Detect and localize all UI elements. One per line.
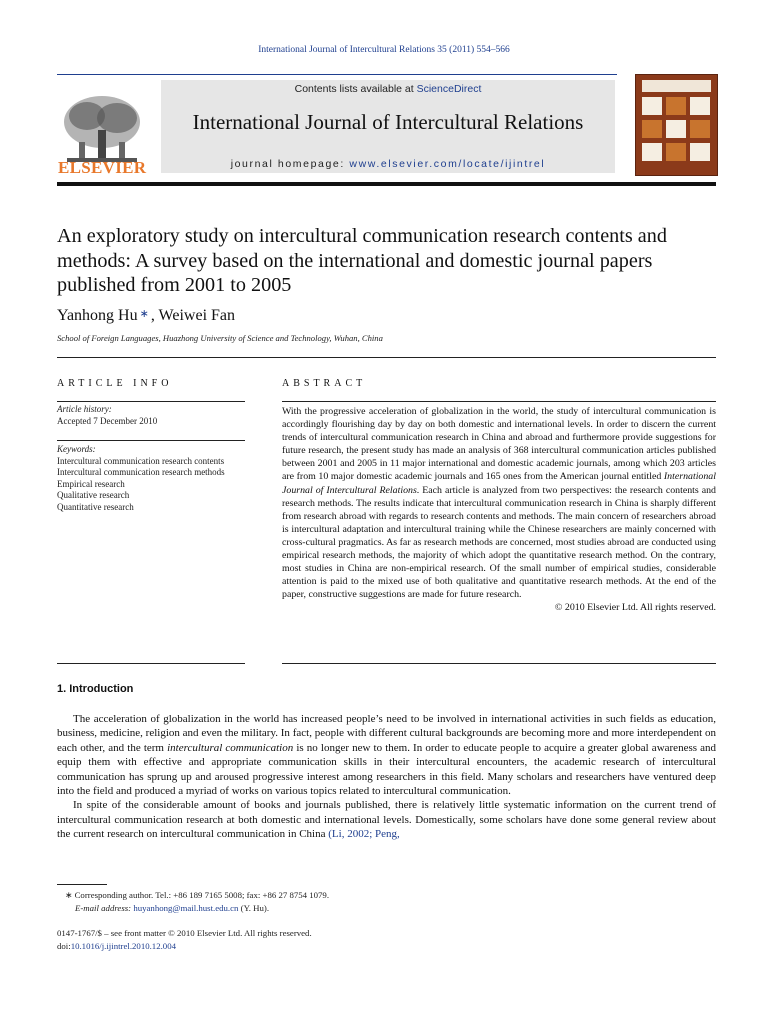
homepage-prefix: journal homepage: — [230, 158, 350, 170]
article-info-heading: ARTICLE INFO — [57, 378, 173, 389]
footnote-rule — [57, 884, 107, 885]
section-heading-introduction: 1. Introduction — [57, 683, 134, 695]
keywords-label: Keywords: — [57, 444, 96, 454]
corresponding-author-mark[interactable]: ∗ — [139, 308, 149, 320]
header-rule — [57, 74, 617, 75]
email-suffix: (Y. Hu). — [238, 902, 270, 913]
homepage-line — [161, 158, 615, 170]
introduction-body — [57, 712, 716, 842]
abstract-copyright: © 2010 Elsevier Ltd. All rights reserved. — [554, 602, 716, 614]
affiliation: School of Foreign Languages, Huazhong University of Science and Technology, Wuhan, China — [57, 333, 383, 343]
article-title: An exploratory study on intercultural communication research contents and methods: A survey based on the international and domestic journal papers published from 2001 to 2005 — [57, 225, 667, 296]
footnote — [57, 889, 329, 914]
body-text: The acceleration of globalization in the world has increased people’s need to be involved in international activities in such fields as education, business, medicine, religion and even the military. In fact, people with different cultural backgrounds are becoming more and more interdependent on each other, and the term — [57, 713, 716, 754]
keyword: Qualitative research — [57, 490, 130, 501]
doi-line — [57, 940, 312, 953]
article-info-rule — [57, 401, 245, 402]
journal-citation[interactable]: International Journal of Intercultural Relations 35 (2011) 554–566 — [258, 45, 510, 55]
citation-link[interactable]: (Li, 2002; Peng, — [328, 828, 400, 841]
abstract-bottom-rule — [282, 663, 716, 664]
email-link[interactable]: huyanhong@mail.hust.edu.cn — [133, 902, 239, 913]
keyword: Quantitative research — [57, 501, 134, 512]
body-paragraph — [57, 798, 716, 841]
publisher-name: ELSEVIER — [58, 158, 147, 177]
abstract-paragraph — [282, 405, 716, 601]
history-label: Article history: — [57, 404, 112, 414]
accepted-date: Accepted 7 December 2010 — [57, 415, 158, 426]
contents-prefix: Contents lists available at — [294, 83, 417, 95]
abstract-rule — [282, 401, 716, 402]
journal-cover-image — [635, 74, 718, 176]
header-thick-rule — [57, 182, 716, 186]
homepage-link[interactable]: www.elsevier.com/locate/ijintrel — [349, 158, 546, 170]
author-line — [57, 307, 235, 325]
abstract-text: With the progressive acceleration of globalization in the world, the study of intercultural communication is accordingly flourishing day by day on both domestic and international levels. In order to discern the current trends of intercultural communication research in China and abroad and furthermore provide suggestions for future research, the present study has made an analysis of 368 intercultural communication articles published between 2001 and 2005 in 11 major international and domestic academic journals, among which 203 articles are from 10 major domestic academic journals and 165 ones from the American journal entitled — [282, 406, 716, 483]
keyword: Intercultural communication research contents — [57, 455, 225, 466]
abstract-text: . Each article is analyzed from two perspectives: the research contents and research methods. The results indicate that intercultural communication research in China is sharply different from research abroad with regards to research contents and methods. The main concern of researchers abroad is intercultural adaptation and intercultural training while the Chinese researchers are mainly concerned with cross-cultural pragmatics. As far as research methods are concerned, most studies abroad are conducted using empirical research methods, the majority of which adopt the quantitative research method. On the contrary, most studies in China are non-empirical research. Of the small number of empirical studies, considerable attention is paid to the mixed use of both qualitative and quantitative research methods. At the end of the paper, constructive suggestions are made for future research. — [282, 484, 716, 601]
keyword: Intercultural communication research methods — [57, 467, 225, 478]
author-name: Yanhong Hu — [57, 307, 138, 324]
contents-line — [161, 83, 615, 95]
abstract-heading: ABSTRACT — [282, 378, 367, 389]
journal-banner — [161, 80, 615, 173]
page-footer — [57, 927, 312, 952]
abstract-journal-name: International Journal of Intercultural Relations — [282, 471, 716, 496]
body-paragraph — [57, 712, 716, 798]
abstract-body — [282, 405, 716, 615]
article-info-bottom-rule — [57, 663, 245, 664]
email-line — [57, 902, 329, 915]
author-name: , Weiwei Fan — [150, 307, 236, 324]
body-text: is no longer new to them. In order to educate people to acquire a greater global awareness and equip them with effective and appropriate communication skills in their intercultural encounters, the academic research of intercultural communication has sprung up and aroused progressive interest among researchers in this field. Many scholars and researchers have ventured deep into the field and produced a myriad of works on various topics related to intercultural communication. — [57, 741, 716, 798]
body-italic-term: intercultural communication — [167, 741, 294, 754]
keywords-block — [57, 444, 237, 514]
journal-title: International Journal of Intercultural Relations — [192, 110, 584, 134]
keywords-rule — [57, 440, 245, 441]
email-label: E-mail address: — [75, 902, 134, 913]
sciencedirect-link[interactable]: ScienceDirect — [416, 83, 482, 95]
section-rule — [57, 357, 716, 358]
body-text: In spite of the considerable amount of books and journals published, there is relatively little systematic information on the current trend of intercultural communication research at both domestic and international levels. Domestically, some scholars have done some general review about the current research on intercultural communication in China — [57, 799, 716, 841]
keyword: Empirical research — [57, 478, 125, 489]
article-history — [57, 404, 245, 427]
doi-label: doi: — [57, 940, 71, 951]
corresponding-author-note: ∗ Corresponding author. Tel.: +86 189 7165 5008; fax: +86 27 8754 1079. — [65, 890, 330, 900]
doi-link[interactable]: 10.1016/j.ijintrel.2010.12.004 — [70, 940, 177, 951]
issn-line: 0147-1767/$ – see front matter © 2010 Elsevier Ltd. All rights reserved. — [57, 928, 312, 938]
